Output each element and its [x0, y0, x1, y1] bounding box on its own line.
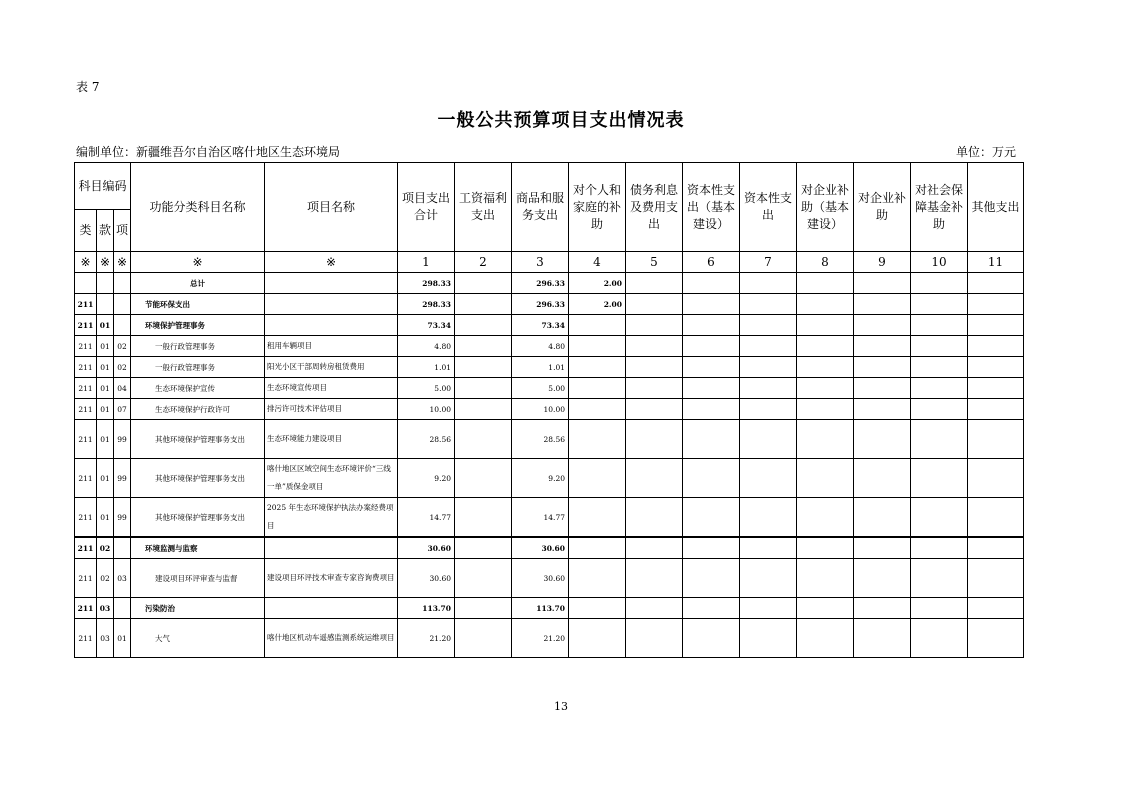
cell-c4: 2.00	[569, 273, 626, 294]
cell-lei: 211	[75, 420, 97, 459]
column-number: 7	[740, 252, 797, 273]
cell-c7	[740, 399, 797, 420]
cell-c9	[854, 273, 911, 294]
cell-c4	[569, 315, 626, 336]
header-func-name: 功能分类科目名称	[131, 163, 265, 252]
page-title: 一般公共预算项目支出情况表	[437, 110, 685, 131]
cell-lei: 211	[75, 357, 97, 378]
cell-c6	[683, 357, 740, 378]
cell-c5	[626, 378, 683, 399]
cell-c1: 14.77	[398, 498, 455, 538]
cell-c10	[911, 537, 968, 559]
cell-c4	[569, 598, 626, 619]
cell-func: 总计	[131, 273, 265, 294]
cell-kuan: 01	[97, 336, 114, 357]
header-col-10: 对社会保障基金补助	[911, 163, 968, 252]
cell-c10	[911, 294, 968, 315]
cell-c9	[854, 420, 911, 459]
cell-xiang	[114, 315, 131, 336]
cell-c10	[911, 420, 968, 459]
cell-c6	[683, 294, 740, 315]
cell-xiang	[114, 537, 131, 559]
cell-c8	[797, 619, 854, 658]
table-row	[75, 378, 1024, 399]
column-number: 2	[455, 252, 512, 273]
cell-c10	[911, 336, 968, 357]
cell-func: 环境监测与监察	[131, 537, 265, 559]
cell-func: 一般行政管理事务	[131, 357, 265, 378]
cell-proj: 建设项目环评技术审查专家咨询费项目	[265, 559, 398, 598]
cell-lei: 211	[75, 399, 97, 420]
cell-xiang: 07	[114, 399, 131, 420]
cell-c9	[854, 559, 911, 598]
cell-c6	[683, 420, 740, 459]
cell-c9	[854, 598, 911, 619]
table-row	[75, 598, 1024, 619]
cell-xiang: 99	[114, 420, 131, 459]
cell-kuan: 02	[97, 537, 114, 559]
cell-proj: 2025 年生态环境保护执法办案经费项目	[265, 498, 398, 538]
cell-kuan: 01	[97, 498, 114, 538]
cell-c5	[626, 559, 683, 598]
cell-xiang: 99	[114, 498, 131, 538]
cell-c2	[455, 498, 512, 538]
cell-c5	[626, 336, 683, 357]
cell-kuan: 01	[97, 378, 114, 399]
cell-c1: 298.33	[398, 294, 455, 315]
cell-lei: 211	[75, 559, 97, 598]
cell-func: 污染防治	[131, 598, 265, 619]
currency-unit: 单位：万元	[955, 145, 1016, 159]
cell-c3: 296.33	[512, 294, 569, 315]
cell-c1: 298.33	[398, 273, 455, 294]
compiling-unit: 编制单位：新疆维吾尔自治区喀什地区生态环境局	[76, 145, 341, 159]
table-row	[75, 619, 1024, 658]
cell-c10	[911, 598, 968, 619]
cell-c3: 5.00	[512, 378, 569, 399]
cell-c3: 296.33	[512, 273, 569, 294]
cell-kuan: 03	[97, 619, 114, 658]
header-col-5: 债务利息及费用支出	[626, 163, 683, 252]
cell-c5	[626, 294, 683, 315]
cell-proj: 喀什地区区域空间生态环境评价“三线一单”质保金项目	[265, 459, 398, 498]
cell-kuan: 01	[97, 399, 114, 420]
cell-c2	[455, 378, 512, 399]
table-row	[75, 498, 1024, 538]
cell-c4	[569, 336, 626, 357]
cell-c8	[797, 357, 854, 378]
symbol-cell: ※	[114, 252, 131, 273]
cell-proj	[265, 294, 398, 315]
cell-c6	[683, 559, 740, 598]
cell-xiang	[114, 273, 131, 294]
column-number: 8	[797, 252, 854, 273]
cell-c1: 73.34	[398, 315, 455, 336]
cell-c3: 14.77	[512, 498, 569, 538]
header-lei: 类	[75, 210, 97, 252]
cell-proj	[265, 598, 398, 619]
cell-kuan	[97, 294, 114, 315]
cell-c11	[968, 459, 1024, 498]
cell-c11	[968, 559, 1024, 598]
header-col-6: 资本性支出（基本建设）	[683, 163, 740, 252]
cell-lei: 211	[75, 598, 97, 619]
cell-kuan: 01	[97, 357, 114, 378]
cell-c10	[911, 315, 968, 336]
cell-c7	[740, 598, 797, 619]
cell-c2	[455, 420, 512, 459]
table-row	[75, 399, 1024, 420]
cell-c7	[740, 559, 797, 598]
cell-c1: 113.70	[398, 598, 455, 619]
cell-c8	[797, 315, 854, 336]
cell-c9	[854, 378, 911, 399]
cell-c1: 30.60	[398, 559, 455, 598]
table-row	[75, 559, 1024, 598]
cell-c5	[626, 598, 683, 619]
cell-c7	[740, 294, 797, 315]
header-col-4: 对个人和家庭的补助	[569, 163, 626, 252]
cell-proj: 喀什地区机动车遥感监测系统运维项目	[265, 619, 398, 658]
cell-c2	[455, 336, 512, 357]
cell-func: 其他环境保护管理事务支出	[131, 498, 265, 538]
cell-c6	[683, 619, 740, 658]
cell-c9	[854, 357, 911, 378]
column-number: 1	[398, 252, 455, 273]
cell-c9	[854, 294, 911, 315]
cell-c6	[683, 315, 740, 336]
cell-c8	[797, 273, 854, 294]
table-row	[75, 357, 1024, 378]
cell-c8	[797, 498, 854, 538]
cell-func: 环境保护管理事务	[131, 315, 265, 336]
cell-c2	[455, 399, 512, 420]
header-col-8: 对企业补助（基本建设）	[797, 163, 854, 252]
header-xiang: 项	[114, 210, 131, 252]
column-number: 6	[683, 252, 740, 273]
cell-c11	[968, 336, 1024, 357]
cell-c8	[797, 336, 854, 357]
cell-c4	[569, 399, 626, 420]
header-col-1: 项目支出合计	[398, 163, 455, 252]
cell-c3: 113.70	[512, 598, 569, 619]
header-col-9: 对企业补助	[854, 163, 911, 252]
cell-c3: 1.01	[512, 357, 569, 378]
cell-c5	[626, 619, 683, 658]
symbol-cell: ※	[131, 252, 265, 273]
cell-lei: 211	[75, 378, 97, 399]
cell-lei: 211	[75, 459, 97, 498]
header-col-11: 其他支出	[968, 163, 1024, 252]
cell-c8	[797, 420, 854, 459]
cell-c1: 21.20	[398, 619, 455, 658]
cell-c2	[455, 559, 512, 598]
cell-c1: 30.60	[398, 537, 455, 559]
cell-c5	[626, 420, 683, 459]
table-row	[75, 315, 1024, 336]
cell-c9	[854, 537, 911, 559]
cell-xiang: 01	[114, 619, 131, 658]
cell-c1: 5.00	[398, 378, 455, 399]
cell-c7	[740, 273, 797, 294]
table-row	[75, 459, 1024, 498]
cell-c3: 21.20	[512, 619, 569, 658]
cell-c2	[455, 273, 512, 294]
cell-c11	[968, 598, 1024, 619]
cell-c11	[968, 273, 1024, 294]
table-number: 表 7	[76, 80, 100, 94]
cell-c8	[797, 598, 854, 619]
cell-c11	[968, 498, 1024, 538]
cell-xiang: 04	[114, 378, 131, 399]
cell-c4	[569, 498, 626, 538]
cell-c9	[854, 459, 911, 498]
cell-c7	[740, 619, 797, 658]
cell-c2	[455, 619, 512, 658]
cell-c8	[797, 559, 854, 598]
cell-c10	[911, 498, 968, 538]
cell-c9	[854, 315, 911, 336]
cell-proj: 租用车辆项目	[265, 336, 398, 357]
table-row	[75, 537, 1024, 559]
cell-c3: 10.00	[512, 399, 569, 420]
cell-proj: 生态环境能力建设项目	[265, 420, 398, 459]
cell-c6	[683, 459, 740, 498]
cell-proj: 生态环境宣传项目	[265, 378, 398, 399]
cell-c1: 10.00	[398, 399, 455, 420]
cell-c5	[626, 459, 683, 498]
cell-func: 生态环境保护宣传	[131, 378, 265, 399]
cell-c7	[740, 315, 797, 336]
cell-c11	[968, 399, 1024, 420]
symbol-cell: ※	[265, 252, 398, 273]
cell-c2	[455, 294, 512, 315]
column-number: 9	[854, 252, 911, 273]
cell-c2	[455, 537, 512, 559]
cell-c7	[740, 498, 797, 538]
header-kuan: 款	[97, 210, 114, 252]
cell-func: 一般行政管理事务	[131, 336, 265, 357]
header-proj-name: 项目名称	[265, 163, 398, 252]
cell-c5	[626, 537, 683, 559]
table-row	[75, 336, 1024, 357]
cell-c8	[797, 378, 854, 399]
cell-func: 节能环保支出	[131, 294, 265, 315]
cell-c8	[797, 294, 854, 315]
cell-proj: 阳光小区干部周转房租赁费用	[265, 357, 398, 378]
cell-lei: 211	[75, 336, 97, 357]
cell-c6	[683, 537, 740, 559]
cell-c11	[968, 420, 1024, 459]
cell-c11	[968, 357, 1024, 378]
cell-func: 其他环境保护管理事务支出	[131, 420, 265, 459]
header-col-3: 商品和服务支出	[512, 163, 569, 252]
cell-c6	[683, 399, 740, 420]
cell-c1: 4.80	[398, 336, 455, 357]
header-code-group: 科目编码	[75, 163, 131, 210]
cell-kuan: 02	[97, 559, 114, 598]
cell-c9	[854, 399, 911, 420]
cell-c2	[455, 315, 512, 336]
cell-c7	[740, 357, 797, 378]
symbol-cell: ※	[97, 252, 114, 273]
cell-c7	[740, 420, 797, 459]
cell-c4	[569, 559, 626, 598]
cell-c10	[911, 399, 968, 420]
cell-c1: 9.20	[398, 459, 455, 498]
cell-xiang: 03	[114, 559, 131, 598]
column-number: 3	[512, 252, 569, 273]
cell-c7	[740, 378, 797, 399]
cell-xiang: 99	[114, 459, 131, 498]
budget-table	[74, 162, 1024, 658]
cell-c3: 4.80	[512, 336, 569, 357]
cell-c6	[683, 598, 740, 619]
cell-c8	[797, 399, 854, 420]
cell-c5	[626, 399, 683, 420]
cell-proj	[265, 537, 398, 559]
cell-c8	[797, 459, 854, 498]
cell-kuan: 01	[97, 459, 114, 498]
cell-c10	[911, 273, 968, 294]
cell-c10	[911, 619, 968, 658]
cell-xiang: 02	[114, 357, 131, 378]
cell-c11	[968, 315, 1024, 336]
cell-c7	[740, 459, 797, 498]
cell-lei: 211	[75, 294, 97, 315]
cell-c6	[683, 273, 740, 294]
cell-lei: 211	[75, 537, 97, 559]
cell-c3: 28.56	[512, 420, 569, 459]
cell-lei: 211	[75, 498, 97, 538]
cell-c9	[854, 336, 911, 357]
cell-xiang: 02	[114, 336, 131, 357]
cell-xiang	[114, 598, 131, 619]
column-number: 5	[626, 252, 683, 273]
cell-c11	[968, 537, 1024, 559]
cell-c8	[797, 537, 854, 559]
cell-c5	[626, 357, 683, 378]
column-number: 4	[569, 252, 626, 273]
cell-proj	[265, 315, 398, 336]
cell-proj: 排污许可技术评估项目	[265, 399, 398, 420]
cell-func: 生态环境保护行政许可	[131, 399, 265, 420]
cell-c2	[455, 459, 512, 498]
cell-c10	[911, 559, 968, 598]
page-number: 13	[554, 700, 568, 713]
cell-c4	[569, 357, 626, 378]
cell-xiang	[114, 294, 131, 315]
cell-c1: 1.01	[398, 357, 455, 378]
cell-c11	[968, 294, 1024, 315]
cell-c2	[455, 357, 512, 378]
cell-func: 大气	[131, 619, 265, 658]
cell-c2	[455, 598, 512, 619]
cell-kuan: 01	[97, 315, 114, 336]
cell-c5	[626, 498, 683, 538]
cell-c6	[683, 498, 740, 538]
cell-c3: 30.60	[512, 537, 569, 559]
cell-c11	[968, 619, 1024, 658]
header-col-7: 资本性支出	[740, 163, 797, 252]
cell-c6	[683, 378, 740, 399]
cell-func: 其他环境保护管理事务支出	[131, 459, 265, 498]
cell-c4	[569, 420, 626, 459]
table-row	[75, 420, 1024, 459]
cell-c11	[968, 378, 1024, 399]
cell-c7	[740, 537, 797, 559]
cell-kuan: 01	[97, 420, 114, 459]
cell-c5	[626, 315, 683, 336]
cell-kuan: 03	[97, 598, 114, 619]
cell-lei	[75, 273, 97, 294]
cell-c1: 28.56	[398, 420, 455, 459]
cell-c4	[569, 537, 626, 559]
cell-lei: 211	[75, 619, 97, 658]
cell-c7	[740, 336, 797, 357]
cell-c4	[569, 619, 626, 658]
cell-c9	[854, 619, 911, 658]
cell-func: 建设项目环评审查与监督	[131, 559, 265, 598]
column-number: 11	[968, 252, 1024, 273]
cell-c3: 30.60	[512, 559, 569, 598]
cell-c5	[626, 273, 683, 294]
cell-c4: 2.00	[569, 294, 626, 315]
table-row	[75, 273, 1024, 294]
header-col-2: 工资福利支出	[455, 163, 512, 252]
cell-c10	[911, 357, 968, 378]
cell-c6	[683, 336, 740, 357]
cell-lei: 211	[75, 315, 97, 336]
cell-c4	[569, 378, 626, 399]
cell-c3: 73.34	[512, 315, 569, 336]
cell-proj	[265, 273, 398, 294]
cell-c9	[854, 498, 911, 538]
cell-c10	[911, 378, 968, 399]
table-row	[75, 294, 1024, 315]
cell-kuan	[97, 273, 114, 294]
cell-c10	[911, 459, 968, 498]
column-number: 10	[911, 252, 968, 273]
cell-c4	[569, 459, 626, 498]
cell-c3: 9.20	[512, 459, 569, 498]
symbol-cell: ※	[75, 252, 97, 273]
